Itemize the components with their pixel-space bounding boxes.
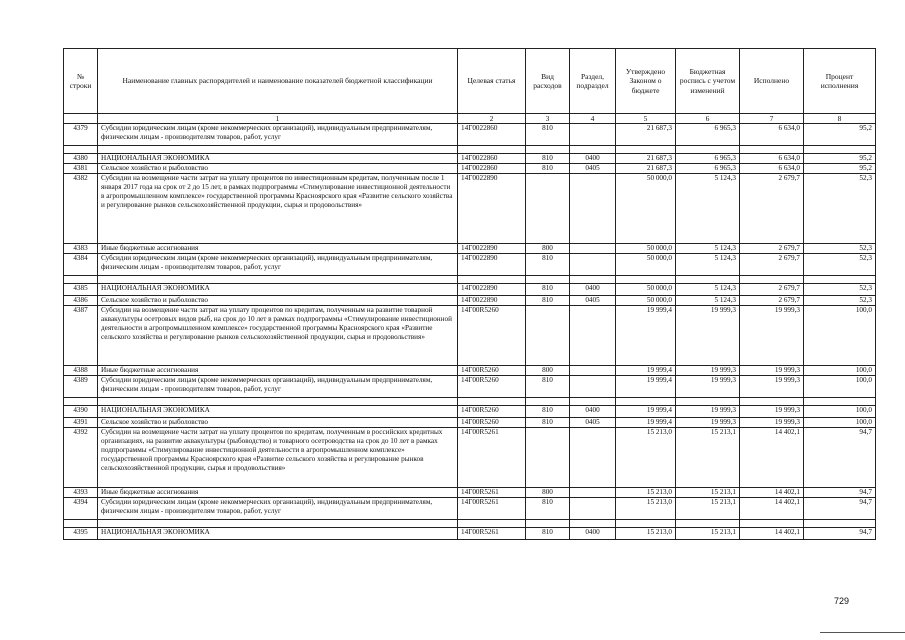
table-row xyxy=(64,428,876,488)
row-executed: 14 402,1 xyxy=(740,488,804,498)
row-number: 4388 xyxy=(64,366,98,376)
column-number-row xyxy=(64,114,876,124)
table-row xyxy=(64,244,876,254)
row-approved: 50 000,0 xyxy=(616,244,676,254)
footer-divider xyxy=(820,632,905,633)
column-number: 8 xyxy=(804,114,876,124)
row-number: 4386 xyxy=(64,296,98,306)
row-executed: 14 402,1 xyxy=(740,528,804,540)
row-name: НАЦИОНАЛЬНАЯ ЭКОНОМИКА xyxy=(98,406,458,418)
row-percent: 52,3 xyxy=(804,174,876,244)
row-number: 4394 xyxy=(64,498,98,520)
row-spacer xyxy=(64,520,876,528)
spacer-cell xyxy=(458,520,526,528)
row-exp-type: 810 xyxy=(526,528,570,540)
row-exp-type: 810 xyxy=(526,164,570,174)
row-schedule: 19 999,3 xyxy=(676,306,740,366)
row-name: Сельское хозяйство и рыболовство xyxy=(98,164,458,174)
table-row xyxy=(64,296,876,306)
row-name: Субсидии юридическим лицам (кроме некоммерческих организаций), индивидуальным предпринимателям, физическим лицам - производителям товаров, работ, услуг xyxy=(98,498,458,520)
header-name: Наименование главных распорядителей и наименование показателей бюджетной классификации xyxy=(98,49,458,114)
row-section: 0400 xyxy=(570,154,616,164)
table-row xyxy=(64,254,876,276)
row-name: Сельское хозяйство и рыболовство xyxy=(98,418,458,428)
row-target: 14Г0022890 xyxy=(458,296,526,306)
header-executed: Исполнено xyxy=(740,49,804,114)
row-percent: 100,0 xyxy=(804,306,876,366)
row-target: 14Г00R5260 xyxy=(458,406,526,418)
spacer-cell xyxy=(676,146,740,154)
row-percent: 95,2 xyxy=(804,124,876,146)
row-name: НАЦИОНАЛЬНАЯ ЭКОНОМИКА xyxy=(98,528,458,540)
row-number: 4392 xyxy=(64,428,98,488)
row-percent: 94,7 xyxy=(804,528,876,540)
row-exp-type: 810 xyxy=(526,296,570,306)
header-exp-type: Вид расходов xyxy=(526,49,570,114)
row-section xyxy=(570,488,616,498)
row-number: 4390 xyxy=(64,406,98,418)
row-exp-type: 810 xyxy=(526,418,570,428)
row-exp-type: 800 xyxy=(526,488,570,498)
table-row xyxy=(64,284,876,296)
row-number: 4391 xyxy=(64,418,98,428)
spacer-cell xyxy=(98,520,458,528)
row-approved: 15 213,0 xyxy=(616,428,676,488)
row-approved: 15 213,0 xyxy=(616,498,676,520)
row-name: Субсидии юридическим лицам (кроме некоммерческих организаций), индивидуальным предпринимателям, физическим лицам - производителям товаров, работ, услуг xyxy=(98,124,458,146)
column-number: 2 xyxy=(458,114,526,124)
row-name: Субсидии юридическим лицам (кроме некоммерческих организаций), индивидуальным предпринимателям, физическим лицам - производителям товаров, работ, услуг xyxy=(98,376,458,398)
spacer-cell xyxy=(526,520,570,528)
row-section: 0405 xyxy=(570,296,616,306)
row-schedule: 19 999,3 xyxy=(676,406,740,418)
row-schedule: 6 965,3 xyxy=(676,164,740,174)
row-name: Иные бюджетные ассигнования xyxy=(98,244,458,254)
row-section xyxy=(570,428,616,488)
row-target: 14Г00R5260 xyxy=(458,366,526,376)
row-schedule: 15 213,1 xyxy=(676,428,740,488)
spacer-cell xyxy=(740,398,804,406)
row-exp-type: 800 xyxy=(526,366,570,376)
row-percent: 100,0 xyxy=(804,376,876,398)
row-approved: 19 999,4 xyxy=(616,306,676,366)
row-section xyxy=(570,174,616,244)
spacer-cell xyxy=(616,520,676,528)
header-section: Раздел, подраздел xyxy=(570,49,616,114)
table-row xyxy=(64,406,876,418)
row-exp-type: 810 xyxy=(526,124,570,146)
row-section xyxy=(570,244,616,254)
spacer-cell xyxy=(740,276,804,284)
row-schedule: 5 124,3 xyxy=(676,244,740,254)
row-percent: 94,7 xyxy=(804,428,876,488)
row-section xyxy=(570,124,616,146)
column-number-empty xyxy=(64,114,98,124)
row-percent: 100,0 xyxy=(804,366,876,376)
header-target: Целевая статья xyxy=(458,49,526,114)
column-number: 5 xyxy=(616,114,676,124)
row-section: 0405 xyxy=(570,418,616,428)
row-executed: 2 679,7 xyxy=(740,254,804,276)
row-section: 0405 xyxy=(570,164,616,174)
row-executed: 14 402,1 xyxy=(740,428,804,488)
table-header-row xyxy=(64,49,876,114)
row-name: Субсидии юридическим лицам (кроме некоммерческих организаций), индивидуальным предпринимателям, физическим лицам - производителям товаров, работ, услуг xyxy=(98,254,458,276)
spacer-cell xyxy=(740,520,804,528)
spacer-cell xyxy=(616,146,676,154)
spacer-cell xyxy=(804,520,876,528)
row-schedule: 5 124,3 xyxy=(676,174,740,244)
row-number: 4383 xyxy=(64,244,98,254)
spacer-cell xyxy=(740,146,804,154)
row-schedule: 19 999,3 xyxy=(676,376,740,398)
row-exp-type xyxy=(526,306,570,366)
row-percent: 100,0 xyxy=(804,418,876,428)
row-executed: 6 634,0 xyxy=(740,164,804,174)
row-exp-type: 810 xyxy=(526,376,570,398)
header-schedule: Бюджетная роспись с учетом изменений xyxy=(676,49,740,114)
table-row xyxy=(64,164,876,174)
row-section xyxy=(570,306,616,366)
row-number: 4393 xyxy=(64,488,98,498)
budget-execution-table xyxy=(63,48,876,540)
spacer-cell xyxy=(458,146,526,154)
spacer-cell xyxy=(676,398,740,406)
row-executed: 2 679,7 xyxy=(740,174,804,244)
row-percent: 52,3 xyxy=(804,244,876,254)
row-number: 4389 xyxy=(64,376,98,398)
row-spacer xyxy=(64,146,876,154)
row-exp-type: 810 xyxy=(526,498,570,520)
table-row xyxy=(64,418,876,428)
row-percent: 52,3 xyxy=(804,254,876,276)
row-number: 4385 xyxy=(64,284,98,296)
row-target: 14Г00R5261 xyxy=(458,528,526,540)
row-target: 14Г0022860 xyxy=(458,164,526,174)
row-schedule: 5 124,3 xyxy=(676,284,740,296)
row-target: 14Г0022860 xyxy=(458,124,526,146)
row-executed: 2 679,7 xyxy=(740,296,804,306)
spacer-cell xyxy=(676,520,740,528)
row-executed: 14 402,1 xyxy=(740,498,804,520)
row-schedule: 15 213,1 xyxy=(676,528,740,540)
column-number: 3 xyxy=(526,114,570,124)
row-exp-type: 800 xyxy=(526,244,570,254)
row-executed: 2 679,7 xyxy=(740,284,804,296)
row-executed: 6 634,0 xyxy=(740,154,804,164)
row-executed: 2 679,7 xyxy=(740,244,804,254)
row-executed: 19 999,3 xyxy=(740,418,804,428)
spacer-cell xyxy=(64,520,98,528)
row-approved: 21 687,3 xyxy=(616,124,676,146)
table-row xyxy=(64,528,876,540)
row-schedule: 6 965,3 xyxy=(676,124,740,146)
column-number: 6 xyxy=(676,114,740,124)
row-number: 4380 xyxy=(64,154,98,164)
row-schedule: 19 999,3 xyxy=(676,418,740,428)
row-percent: 52,3 xyxy=(804,284,876,296)
spacer-cell xyxy=(98,398,458,406)
row-executed: 6 634,0 xyxy=(740,124,804,146)
row-target: 14Г0022890 xyxy=(458,174,526,244)
row-section xyxy=(570,376,616,398)
row-target: 14Г0022890 xyxy=(458,244,526,254)
spacer-cell xyxy=(676,276,740,284)
column-number: 4 xyxy=(570,114,616,124)
spacer-cell xyxy=(570,398,616,406)
row-percent: 94,7 xyxy=(804,498,876,520)
row-target: 14Г0022890 xyxy=(458,284,526,296)
row-target: 14Г00R5261 xyxy=(458,498,526,520)
spacer-cell xyxy=(98,276,458,284)
spacer-cell xyxy=(616,276,676,284)
row-percent: 52,3 xyxy=(804,296,876,306)
spacer-cell xyxy=(526,276,570,284)
spacer-cell xyxy=(526,146,570,154)
row-target: 14Г00R5260 xyxy=(458,418,526,428)
spacer-cell xyxy=(616,398,676,406)
row-approved: 15 213,0 xyxy=(616,488,676,498)
row-schedule: 5 124,3 xyxy=(676,254,740,276)
row-target: 14Г00R5261 xyxy=(458,488,526,498)
row-approved: 19 999,4 xyxy=(616,418,676,428)
table-row xyxy=(64,154,876,164)
row-spacer xyxy=(64,276,876,284)
spacer-cell xyxy=(64,146,98,154)
page-number: 729 xyxy=(834,596,850,606)
row-exp-type xyxy=(526,174,570,244)
table-row xyxy=(64,124,876,146)
spacer-cell xyxy=(804,276,876,284)
row-approved: 21 687,3 xyxy=(616,154,676,164)
row-executed: 19 999,3 xyxy=(740,376,804,398)
row-schedule: 15 213,1 xyxy=(676,498,740,520)
row-name: Субсидии на возмещение части затрат на уплату процентов по кредитам, полученным на развитие товарной аквакультуры осетровых видов рыб, на срок до 10 лет в рамках подпрограммы «Стимулирование инвестиционной деятельности в агропромышленном комплексе» государственной программы Красноярского края «Развитие сельского хозяйства и регулирование рынков сельскохозяйственной продукции, сырья и продовольствия» xyxy=(98,306,458,366)
row-schedule: 19 999,3 xyxy=(676,366,740,376)
row-target: 14Г00R5260 xyxy=(458,376,526,398)
row-name: Иные бюджетные ассигнования xyxy=(98,488,458,498)
row-name: НАЦИОНАЛЬНАЯ ЭКОНОМИКА xyxy=(98,154,458,164)
row-target: 14Г0022890 xyxy=(458,254,526,276)
row-approved: 15 213,0 xyxy=(616,528,676,540)
header-approved: Утверждено Законом о бюджете xyxy=(616,49,676,114)
table-row xyxy=(64,488,876,498)
row-approved: 50 000,0 xyxy=(616,254,676,276)
row-name: Иные бюджетные ассигнования xyxy=(98,366,458,376)
row-target: 14Г00R5260 xyxy=(458,306,526,366)
row-approved: 50 000,0 xyxy=(616,296,676,306)
row-exp-type: 810 xyxy=(526,254,570,276)
row-executed: 19 999,3 xyxy=(740,366,804,376)
column-number: 1 xyxy=(98,114,458,124)
row-number: 4395 xyxy=(64,528,98,540)
row-approved: 50 000,0 xyxy=(616,174,676,244)
row-approved: 50 000,0 xyxy=(616,284,676,296)
row-schedule: 15 213,1 xyxy=(676,488,740,498)
spacer-cell xyxy=(526,398,570,406)
row-approved: 19 999,4 xyxy=(616,376,676,398)
spacer-cell xyxy=(804,146,876,154)
row-section xyxy=(570,254,616,276)
table-row xyxy=(64,306,876,366)
table-body xyxy=(64,124,876,540)
row-approved: 19 999,4 xyxy=(616,366,676,376)
row-percent: 100,0 xyxy=(804,406,876,418)
row-exp-type: 810 xyxy=(526,154,570,164)
header-row-no: № строки xyxy=(64,49,98,114)
row-approved: 19 999,4 xyxy=(616,406,676,418)
row-percent: 94,7 xyxy=(804,488,876,498)
row-name: Субсидии на возмещение части затрат на уплату процентов по кредитам, полученным в российских кредитных организациях, на развитие аквакультуры (рыбоводство) и товарного осетроводства на срок до 10 лет в рамках подпрограммы «Стимулирование инвестиционной деятельности в агропромышленном комплексе» государственной программы Красноярского края «Развитие сельского хозяйства и регулирование рынков сельскохозяйственной продукции, сырья и продовольствия» xyxy=(98,428,458,488)
row-target: 14Г00R5261 xyxy=(458,428,526,488)
spacer-cell xyxy=(64,276,98,284)
row-target: 14Г0022860 xyxy=(458,154,526,164)
row-number: 4381 xyxy=(64,164,98,174)
row-approved: 21 687,3 xyxy=(616,164,676,174)
row-exp-type xyxy=(526,428,570,488)
column-number: 7 xyxy=(740,114,804,124)
header-percent: Процент исполнения xyxy=(804,49,876,114)
spacer-cell xyxy=(570,146,616,154)
row-name: НАЦИОНАЛЬНАЯ ЭКОНОМИКА xyxy=(98,284,458,296)
row-number: 4382 xyxy=(64,174,98,244)
row-name: Сельское хозяйство и рыболовство xyxy=(98,296,458,306)
row-percent: 95,2 xyxy=(804,164,876,174)
row-exp-type: 810 xyxy=(526,406,570,418)
row-percent: 95,2 xyxy=(804,154,876,164)
row-spacer xyxy=(64,398,876,406)
row-executed: 19 999,3 xyxy=(740,406,804,418)
row-exp-type: 810 xyxy=(526,284,570,296)
spacer-cell xyxy=(98,146,458,154)
spacer-cell xyxy=(458,398,526,406)
table-row xyxy=(64,174,876,244)
spacer-cell xyxy=(458,276,526,284)
row-section: 0400 xyxy=(570,406,616,418)
row-number: 4387 xyxy=(64,306,98,366)
row-schedule: 5 124,3 xyxy=(676,296,740,306)
row-section: 0400 xyxy=(570,528,616,540)
spacer-cell xyxy=(570,276,616,284)
table-row xyxy=(64,498,876,520)
row-name: Субсидии на возмещение части затрат на уплату процентов по инвестиционным кредитам, полученным после 1 января 2017 года на срок от 2 до 15 лет, в рамках подпрограммы «Стимулирование инвестиционной деятельности в агропромышленном комплексе» государственной программы Красноярского края «Развитие сельского хозяйства и регулирование рынков сельскохозяйственной продукции, сырья и продовольствия» xyxy=(98,174,458,244)
table-row xyxy=(64,376,876,398)
spacer-cell xyxy=(570,520,616,528)
row-executed: 19 999,3 xyxy=(740,306,804,366)
row-section xyxy=(570,498,616,520)
row-section xyxy=(570,366,616,376)
row-number: 4384 xyxy=(64,254,98,276)
spacer-cell xyxy=(64,398,98,406)
row-section: 0400 xyxy=(570,284,616,296)
table-row xyxy=(64,366,876,376)
row-number: 4379 xyxy=(64,124,98,146)
spacer-cell xyxy=(804,398,876,406)
row-schedule: 6 965,3 xyxy=(676,154,740,164)
